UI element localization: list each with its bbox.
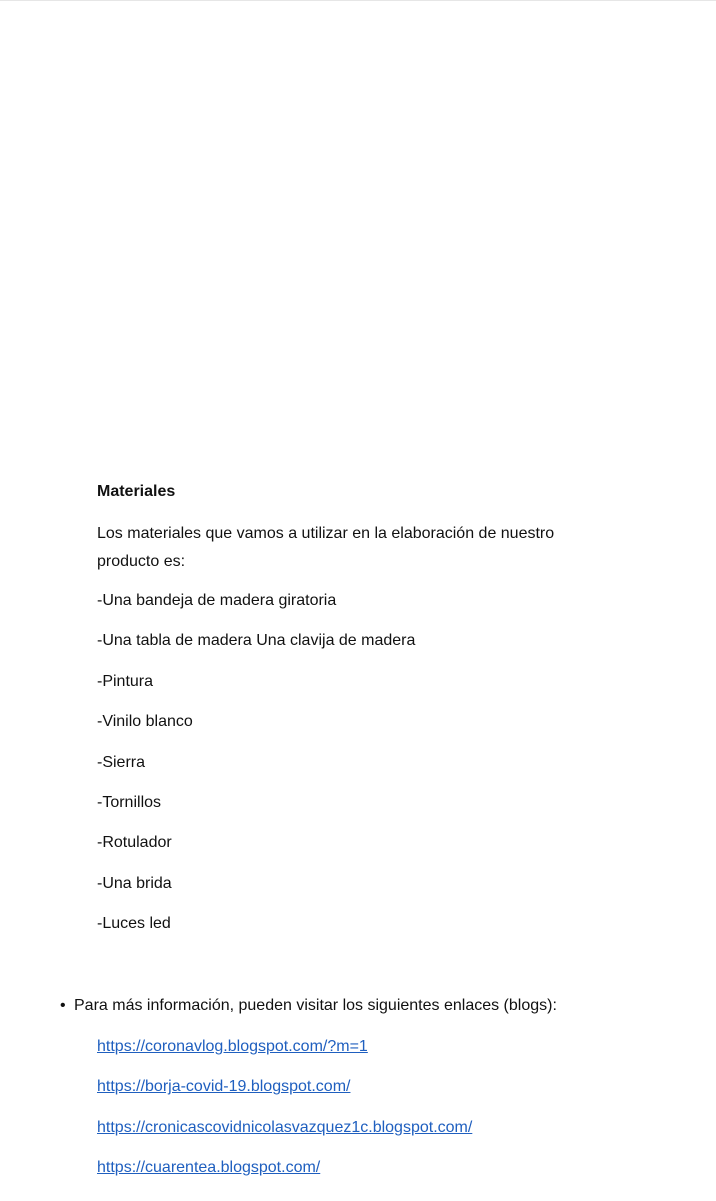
material-item: -Pintura	[97, 672, 154, 690]
info-bullet-line	[60, 995, 557, 1017]
list-item	[97, 1036, 472, 1076]
bullet-icon: •	[60, 997, 66, 1014]
blog-link-borja-covid[interactable]: https://borja-covid-19.blogspot.com/	[97, 1078, 351, 1096]
blog-link-coronavlog[interactable]: https://coronavlog.blogspot.com/?m=1	[97, 1038, 368, 1055]
material-item: -Rotulador	[97, 834, 172, 852]
material-item: -Luces led	[97, 915, 171, 933]
material-item: -Una bandeja de madera giratoria	[97, 592, 337, 609]
list-item	[97, 1157, 472, 1197]
material-item: -Una tabla de madera Una clavija de madera	[97, 632, 416, 650]
info-text: Para más información, pueden visitar los siguientes enlaces (blogs):	[74, 997, 557, 1014]
material-item: -Una brida	[97, 874, 172, 892]
material-item: -Vinilo blanco	[97, 713, 193, 731]
section-heading: Materiales	[97, 483, 176, 500]
materials-list	[97, 590, 415, 954]
blog-link-cronicascovid[interactable]: https://cronicascovidnicolasvazquez1c.blogspot.com/	[97, 1118, 473, 1136]
list-item	[97, 1076, 472, 1116]
list-item	[97, 1117, 472, 1157]
blog-link-cuarentea[interactable]: https://cuarentea.blogspot.com/	[97, 1159, 321, 1177]
intro-paragraph: Los materiales que vamos a utilizar en la elaboración de nuestro producto es:	[97, 525, 555, 570]
blog-links-list	[97, 1036, 472, 1198]
material-item: -Sierra	[97, 753, 146, 771]
material-item: -Tornillos	[97, 793, 162, 811]
